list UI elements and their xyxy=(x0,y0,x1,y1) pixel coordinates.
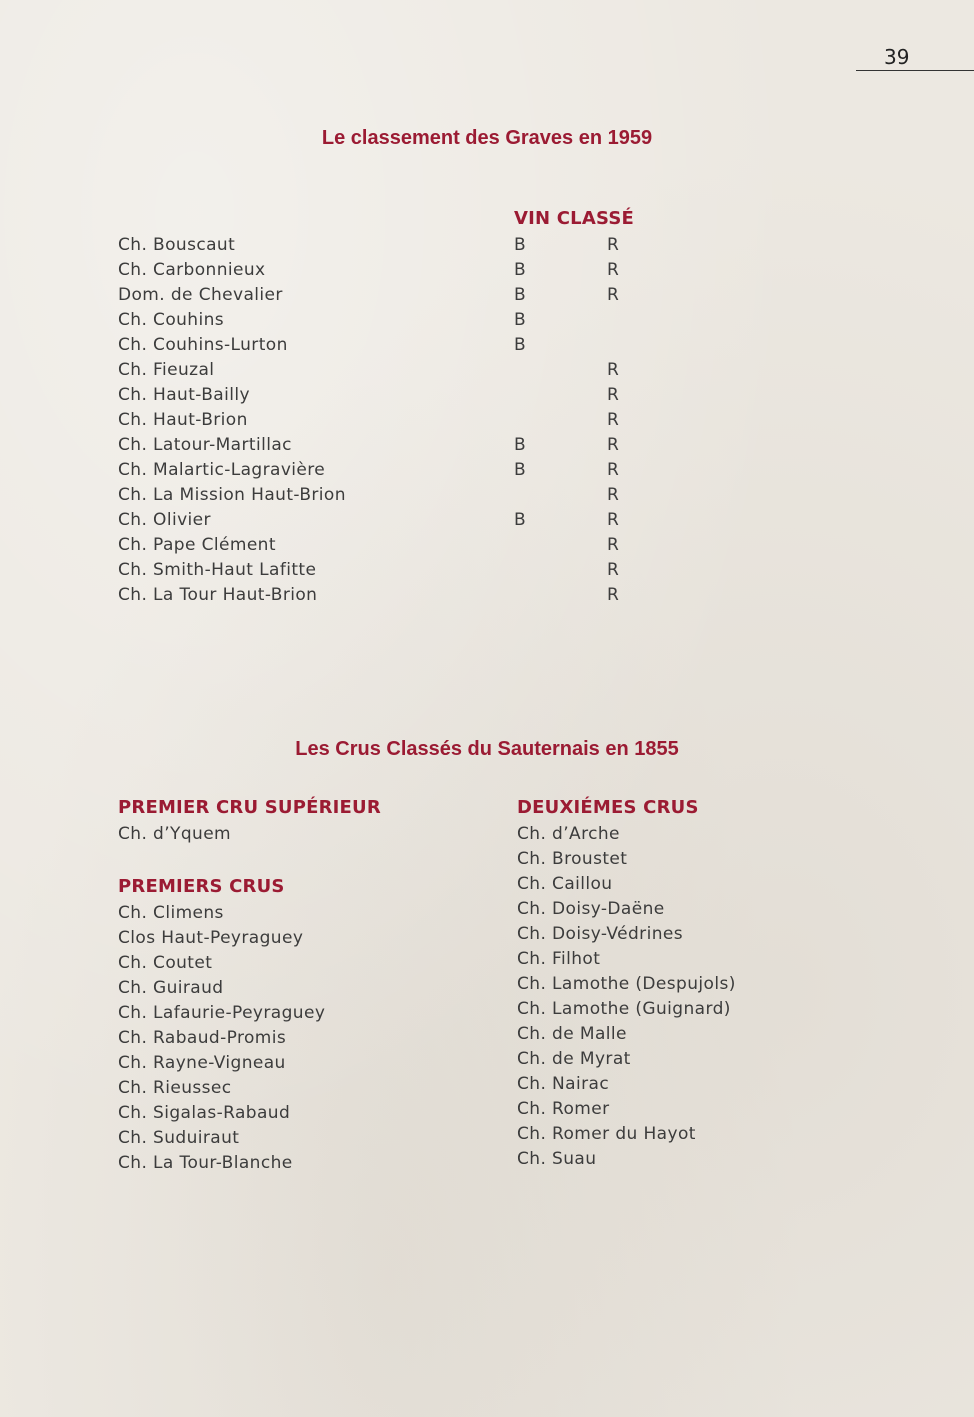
graves-row xyxy=(118,458,638,483)
blanc-mark: B xyxy=(514,310,527,330)
graves-row xyxy=(118,483,638,508)
list-item: Ch. Rieussec xyxy=(118,1078,232,1098)
graves-row xyxy=(118,358,638,383)
list-item: Ch. Lamothe (Despujols) xyxy=(517,974,736,994)
graves-row xyxy=(118,583,638,608)
rouge-mark: R xyxy=(607,460,620,480)
premier-cru-superieur-list xyxy=(118,822,381,847)
graves-row xyxy=(118,383,638,408)
graves-row xyxy=(118,333,638,358)
list-item: Ch. Caillou xyxy=(517,874,613,894)
rouge-mark: R xyxy=(607,285,620,305)
list-item: Ch. Romer xyxy=(517,1099,610,1119)
chateau-name: Ch. La Mission Haut-Brion xyxy=(118,485,346,505)
chateau-name: Ch. Malartic-Lagravière xyxy=(118,460,326,480)
right-column xyxy=(517,797,736,1172)
list-item: Ch. Romer du Hayot xyxy=(517,1124,696,1144)
rouge-mark: R xyxy=(607,535,620,555)
blanc-mark: B xyxy=(514,235,527,255)
sauternes-title: Les Crus Classés du Sauternais en 1855 xyxy=(295,738,679,760)
blanc-mark: B xyxy=(514,285,527,305)
premiers-crus-list xyxy=(118,901,381,1176)
list-item: Ch. de Myrat xyxy=(517,1049,631,1069)
blanc-mark: B xyxy=(514,260,527,280)
chateau-name: Ch. Haut-Bailly xyxy=(118,385,250,405)
list-item: Ch. de Malle xyxy=(517,1024,627,1044)
chateau-name: Ch. Latour-Martillac xyxy=(118,435,292,455)
rouge-mark: R xyxy=(607,360,620,380)
chateau-name: Ch. Bouscaut xyxy=(118,235,236,255)
list-item: Ch. Suduiraut xyxy=(118,1128,240,1148)
graves-row xyxy=(118,433,638,458)
list-item: Ch. Sigalas-Rabaud xyxy=(118,1103,291,1123)
premier-cru-superieur-heading: PREMIER CRU SUPÉRIEUR xyxy=(118,797,381,818)
rouge-mark: R xyxy=(607,410,620,430)
list-item: Ch. Rabaud-Promis xyxy=(118,1028,287,1048)
list-item: Ch. Broustet xyxy=(517,849,628,869)
list-item: Ch. Lafaurie-Peyraguey xyxy=(118,1003,326,1023)
rouge-mark: R xyxy=(607,435,620,455)
list-item: Ch. Climens xyxy=(118,903,224,923)
chateau-name: Ch. La Tour Haut-Brion xyxy=(118,585,318,605)
left-column xyxy=(118,797,381,1176)
list-item: Ch. Doisy-Daëne xyxy=(517,899,665,919)
list-item: Ch. Lamothe (Guignard) xyxy=(517,999,731,1019)
rouge-mark: R xyxy=(607,385,620,405)
rouge-mark: R xyxy=(607,560,620,580)
graves-row xyxy=(118,558,638,583)
vin-classe-heading: VIN CLASSÉ xyxy=(514,208,634,229)
chateau-name: Ch. Couhins xyxy=(118,310,225,330)
deuxiemes-crus-heading: DEUXIÉMES CRUS xyxy=(517,797,699,818)
rouge-mark: R xyxy=(607,260,620,280)
graves-row xyxy=(118,508,638,533)
rouge-mark: R xyxy=(607,510,620,530)
chateau-name: Ch. Pape Clément xyxy=(118,535,276,555)
chateau-name: Dom. de Chevalier xyxy=(118,285,283,305)
chateau-name: Ch. Fieuzal xyxy=(118,360,215,380)
rouge-mark: R xyxy=(607,235,620,255)
blanc-mark: B xyxy=(514,435,527,455)
graves-table xyxy=(118,233,638,608)
deuxiemes-crus-list xyxy=(517,822,736,1172)
list-item: Clos Haut-Peyraguey xyxy=(118,928,304,948)
premiers-crus-heading: PREMIERS CRUS xyxy=(118,876,285,897)
list-item: Ch. Rayne-Vigneau xyxy=(118,1053,286,1073)
page-number: 39 xyxy=(884,45,910,69)
chateau-name: Ch. Haut-Brion xyxy=(118,410,248,430)
chateau-name: Ch. Olivier xyxy=(118,510,211,530)
graves-row xyxy=(118,308,638,333)
rouge-mark: R xyxy=(607,485,620,505)
blanc-mark: B xyxy=(514,335,527,355)
chateau-name: Ch. Couhins-Lurton xyxy=(118,335,288,355)
page-number-rule xyxy=(856,70,974,71)
chateau-name: Ch. Carbonnieux xyxy=(118,260,266,280)
graves-row xyxy=(118,283,638,308)
list-item: Ch. Suau xyxy=(517,1149,597,1169)
blanc-mark: B xyxy=(514,460,527,480)
list-item: Ch. d’Yquem xyxy=(118,824,232,844)
list-item: Ch. d’Arche xyxy=(517,824,620,844)
list-item: Ch. La Tour-Blanche xyxy=(118,1153,293,1173)
graves-row xyxy=(118,258,638,283)
list-item: Ch. Coutet xyxy=(118,953,213,973)
list-item: Ch. Filhot xyxy=(517,949,601,969)
graves-row xyxy=(118,233,638,258)
rouge-mark: R xyxy=(607,585,620,605)
graves-row xyxy=(118,408,638,433)
list-item: Ch. Nairac xyxy=(517,1074,610,1094)
graves-title: Le classement des Graves en 1959 xyxy=(321,127,653,149)
chateau-name: Ch. Smith-Haut Lafitte xyxy=(118,560,317,580)
list-item: Ch. Doisy-Védrines xyxy=(517,924,683,944)
blanc-mark: B xyxy=(514,510,527,530)
graves-row xyxy=(118,533,638,558)
list-item: Ch. Guiraud xyxy=(118,978,224,998)
